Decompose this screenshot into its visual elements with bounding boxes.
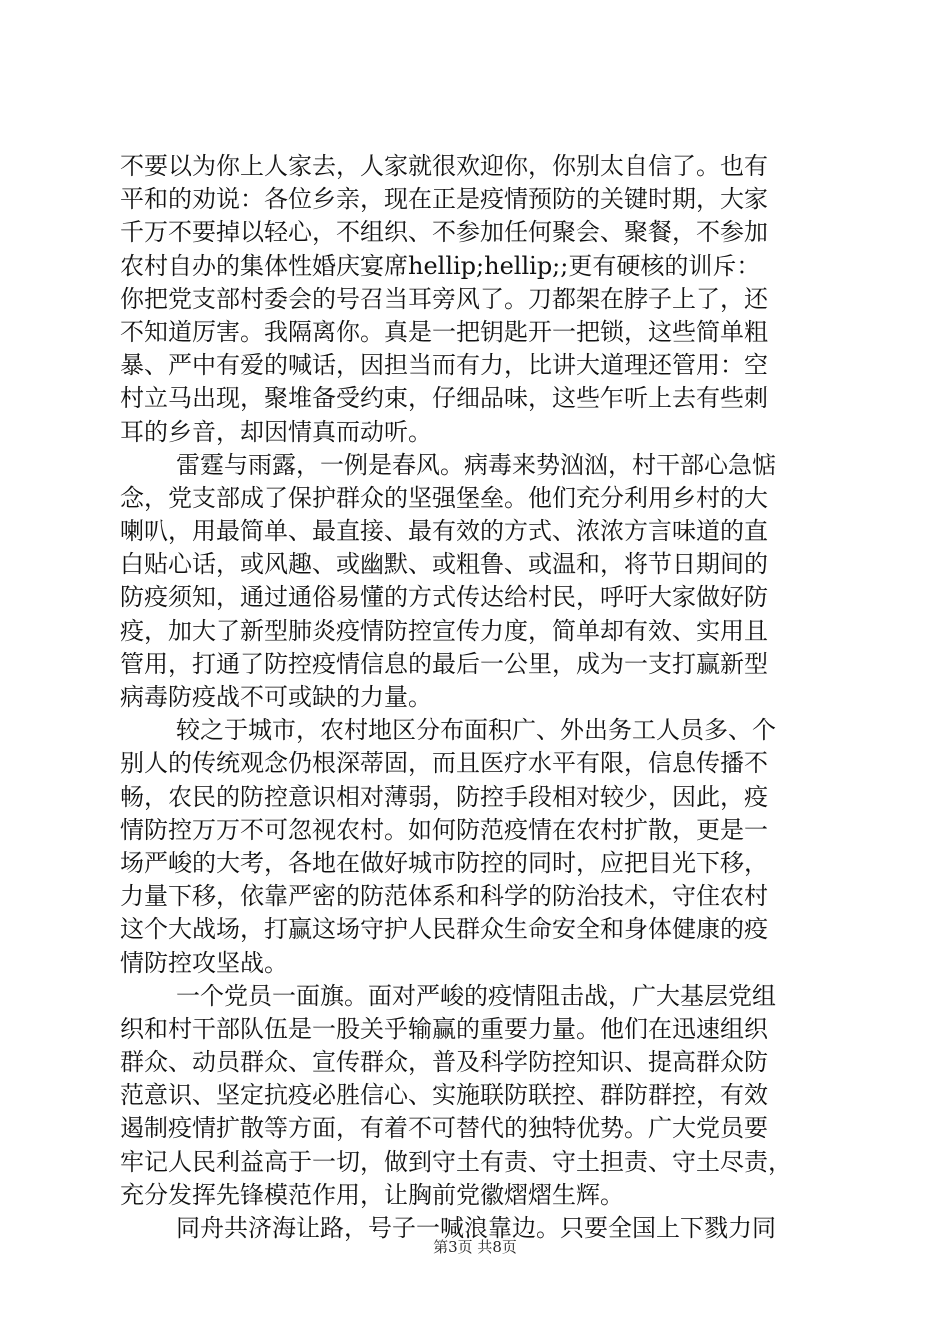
text-line: 较之于城市，农村地区分布面积广、外出务工人员多、个 bbox=[176, 716, 776, 745]
text-line: 雷霆与雨露，一例是春风。病毒来势汹汹，村干部心急惦 bbox=[176, 450, 776, 479]
text-line: 耳的乡音，却因情真而动听。 bbox=[120, 417, 432, 446]
document-body bbox=[120, 150, 836, 1245]
text-line: 村立马出现，聚堆备受约束，仔细品味，这些乍听上去有些刺 bbox=[120, 384, 768, 413]
text-line: 防疫须知，通过通俗易懂的方式传达给村民，呼吁大家做好防 bbox=[120, 583, 768, 612]
page-footer: 第3页 共8页 bbox=[433, 1238, 517, 1256]
text-line: 一个党员一面旗。面对严峻的疫情阻击战，广大基层党组 bbox=[176, 981, 776, 1010]
text-line: 同舟共济海让路，号子一喊浪靠边。只要全国上下戮力同 bbox=[176, 1214, 776, 1242]
text-line: 你把党支部村委会的号召当耳旁风了。刀都架在脖子上了，还 bbox=[120, 284, 768, 313]
text-line: 喇叭，用最简单、最直接、最有效的方式、浓浓方言味道的直 bbox=[120, 517, 768, 546]
text-line: 别人的传统观念仍根深蒂固，而且医疗水平有限，信息传播不 bbox=[120, 749, 768, 778]
text-line: 范意识、坚定抗疫必胜信心、实施联防联控、群防群控，有效 bbox=[120, 1081, 768, 1110]
text-line: 力量下移，依靠严密的防范体系和科学的防治技术，守住农村 bbox=[120, 882, 768, 911]
text-line: 畅，农民的防控意识相对薄弱，防控手段相对较少，因此，疫 bbox=[120, 782, 768, 811]
text-line: 群众、动员群众、宣传群众，普及科学防控知识、提高群众防 bbox=[120, 1048, 768, 1077]
text-line: 管用，打通了防控疫情信息的最后一公里，成为一支打赢新型 bbox=[120, 649, 768, 678]
paragraph bbox=[120, 714, 836, 980]
paragraph bbox=[120, 150, 836, 449]
text-line: 遏制疫情扩散等方面，有着不可替代的独特优势。广大党员要 bbox=[120, 1114, 768, 1143]
text-line: 病毒防疫战不可或缺的力量。 bbox=[120, 683, 432, 711]
text-line: 情防控万万不可忽视农村。如何防范疫情在农村扩散，更是一 bbox=[120, 815, 768, 844]
text-line: 织和村干部队伍是一股关乎输赢的重要力量。他们在迅速组织 bbox=[120, 1014, 768, 1043]
text-line: 念，党支部成了保护群众的坚强堡垒。他们充分利用乡村的大 bbox=[120, 483, 768, 512]
text-line: 充分发挥先锋模范作用，让胸前党徽熠熠生辉。 bbox=[120, 1180, 624, 1209]
text-line: 不要以为你上人家去，人家就很欢迎你，你别太自信了。也有 bbox=[120, 152, 768, 180]
text-line: 这个大战场，打赢这场守护人民群众生命安全和身体健康的疫 bbox=[120, 915, 768, 944]
paragraph bbox=[120, 980, 836, 1212]
text-line: 平和的劝说：各位乡亲，现在正是疫情预防的关键时期，大家 bbox=[120, 185, 768, 214]
text-line: 千万不要掉以轻心，不组织、不参加任何聚会、聚餐，不参加 bbox=[120, 218, 768, 247]
text-line: 暴、严中有爱的喊话，因担当而有力，比讲大道理还管用：空 bbox=[120, 351, 768, 380]
text-line: 场严峻的大考，各地在做好城市防控的同时，应把目光下移， bbox=[120, 848, 768, 877]
text-line: 农村自办的集体性婚庆宴席hellip;hellip;;更有硬核的训斥： bbox=[120, 251, 761, 280]
text-line: 不知道厉害。我隔离你。真是一把钥匙开一把锁，这些简单粗 bbox=[120, 317, 768, 346]
text-line: 白贴心话，或风趣、或幽默、或粗鲁、或温和，将节日期间的 bbox=[120, 550, 768, 579]
text-line: 疫，加大了新型肺炎疫情防控宣传力度，简单却有效、实用且 bbox=[120, 616, 768, 645]
text-line: 牢记人民利益高于一切，做到守土有责、守土担责、守土尽责， bbox=[120, 1147, 792, 1176]
text-line: 情防控攻坚战。 bbox=[120, 948, 288, 977]
paragraph bbox=[120, 449, 836, 715]
